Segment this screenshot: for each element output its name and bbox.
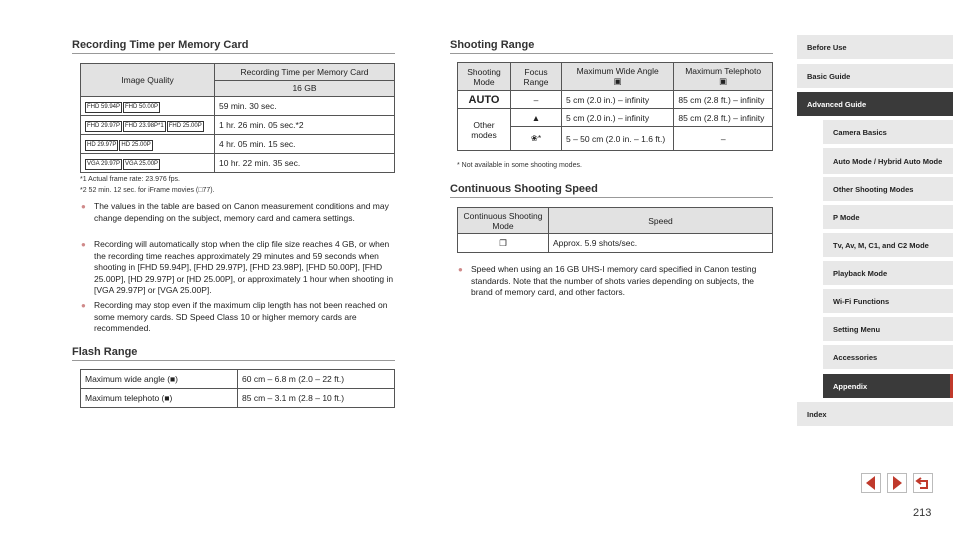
list-item: [458, 264, 771, 299]
sidebar-item-appendix[interactable]: Appendix: [823, 374, 953, 398]
header-recording-time: Recording Time per Memory Card: [215, 64, 395, 81]
bullet-icon: ●: [81, 301, 86, 310]
wide-value: 5 – 50 cm (2.0 in. – 1.6 ft.): [562, 127, 674, 151]
wide-value: 5 cm (2.0 in.) – infinity: [562, 109, 674, 127]
bullet-text: Recording may stop even if the maximum clip length has not been reached on some memory cards. SD Speed Class 10 or higher memory cards are recommended.: [94, 300, 388, 333]
flash-label: Maximum telephoto (■): [81, 389, 238, 408]
table-row: [81, 389, 395, 408]
table-row: [458, 234, 773, 253]
mode-icon: FHD 59.94P: [85, 102, 122, 113]
recording-value: 59 min. 30 sec.: [215, 97, 395, 116]
wide-icon: ▣: [613, 76, 622, 86]
bullet-icon: ●: [81, 240, 86, 249]
recording-table: [80, 63, 395, 173]
recording-value: 10 hr. 22 min. 35 sec.: [215, 154, 395, 173]
recording-value: 1 hr. 26 min. 05 sec.*2: [215, 116, 395, 135]
sidebar-item-setting-menu[interactable]: Setting Menu: [823, 317, 953, 341]
sidebar-item-index[interactable]: Index: [797, 402, 953, 426]
shooting-note: * Not available in some shooting modes.: [457, 162, 582, 169]
mode-icon: HD 25.00P: [119, 140, 152, 151]
bullet-icon: ●: [81, 202, 86, 211]
sidebar-item-basic-guide[interactable]: Basic Guide: [797, 64, 953, 88]
recording-value: 4 hr. 05 min. 15 sec.: [215, 135, 395, 154]
table-row: [81, 370, 395, 389]
table-row: [458, 91, 773, 109]
flash-title: Flash Range: [72, 346, 395, 361]
infinity-icon: ▲: [511, 109, 562, 127]
footnote-1: *1 Actual frame rate: 23.976 fps.: [80, 176, 181, 183]
mode-icon: HD 29.97P: [85, 140, 118, 151]
focus-range: –: [511, 91, 562, 109]
sidebar-item-tv-av-mode[interactable]: Tv, Av, M, C1, and C2 Mode: [823, 233, 953, 257]
sidebar-item-p-mode[interactable]: P Mode: [823, 205, 953, 229]
page-number: 213: [913, 507, 932, 519]
sidebar-item-wifi-functions[interactable]: Wi-Fi Functions: [823, 289, 953, 313]
header-continuous-mode: Continuous Shooting Mode: [458, 208, 549, 234]
tele-icon: ▣: [719, 76, 728, 86]
flash-label: Maximum wide angle (■): [81, 370, 238, 389]
tele-value: 85 cm (2.8 ft.) – infinity: [674, 109, 773, 127]
sidebar-item-accessories[interactable]: Accessories: [823, 345, 953, 369]
sidebar-item-playback-mode[interactable]: Playback Mode: [823, 261, 953, 285]
sidebar: [797, 0, 953, 537]
continuous-icon: ❐: [458, 234, 549, 253]
continuous-table: [457, 207, 773, 253]
table-row: [81, 135, 395, 154]
list-item: [81, 239, 394, 297]
sidebar-item-camera-basics[interactable]: Camera Basics: [823, 120, 953, 144]
speed-value: Approx. 5.9 shots/sec.: [549, 234, 773, 253]
header-card-size: 16 GB: [215, 80, 395, 97]
tele-value: –: [674, 127, 773, 151]
flash-value: 60 cm – 6.8 m (2.0 – 22 ft.): [238, 370, 395, 389]
footnote-2: *2 52 min. 12 sec. for iFrame movies (□77).: [80, 187, 215, 194]
header-focus-range: Focus Range: [511, 63, 562, 91]
flash-value: 85 cm – 3.1 m (2.8 – 10 ft.): [238, 389, 395, 408]
header-image-quality: Image Quality: [81, 64, 215, 97]
mode-icon: VGA 29.97P: [85, 159, 122, 170]
header-speed: Speed: [549, 208, 773, 234]
tele-value: 85 cm (2.8 ft.) – infinity: [674, 91, 773, 109]
mode-icon: FHD 29.97P: [85, 121, 122, 132]
bullet-icon: ●: [458, 265, 463, 274]
other-modes-label: Other modes: [458, 109, 511, 151]
bullet-text: Recording will automatically stop when the clip file size reaches 4 GB, or when the recording time reaches approximately 29 minutes and 59 seconds when shooting in [FHD 59.94P], [FHD 29.97P], [FHD 23.98P], [FHD 50.00P], [FHD 25.00P], [HD 29.97P] or [HD 25.00P], or approximately 1 hour when shooting in [VGA 29.97P] or [VGA 25.00P].: [94, 239, 394, 295]
sidebar-item-auto-mode[interactable]: Auto Mode / Hybrid Auto Mode: [823, 148, 953, 174]
sidebar-item-other-shooting-modes[interactable]: Other Shooting Modes: [823, 177, 953, 201]
list-item: [81, 300, 394, 335]
list-item: [81, 201, 394, 224]
table-row: [81, 154, 395, 173]
recording-title: Recording Time per Memory Card: [72, 39, 395, 54]
arrow-left-icon: [862, 474, 880, 492]
header-max-wide: Maximum Wide Angle ▣: [562, 63, 674, 91]
table-row: [81, 116, 395, 135]
table-row: [81, 97, 395, 116]
active-marker: [950, 374, 953, 398]
macro-icon: ❀*: [511, 127, 562, 151]
shooting-table: [457, 62, 773, 151]
shooting-title: Shooting Range: [450, 39, 773, 54]
back-button[interactable]: [913, 473, 933, 493]
mode-icon: FHD 50.00P: [123, 102, 160, 113]
auto-mode-icon: AUTO: [458, 91, 511, 109]
sidebar-item-before-use[interactable]: Before Use: [797, 35, 953, 59]
header-max-tele: Maximum Telephoto ▣: [674, 63, 773, 91]
mode-icon: FHD 25.00P: [167, 121, 204, 132]
next-page-button[interactable]: [887, 473, 907, 493]
return-icon: [914, 474, 932, 492]
continuous-title: Continuous Shooting Speed: [450, 183, 773, 198]
header-shooting-mode: Shooting Mode: [458, 63, 511, 91]
bullet-text: The values in the table are based on Canon measurement conditions and may change depending on the subject, memory card and camera settings.: [94, 201, 389, 223]
bullet-text: Speed when using an 16 GB UHS-I memory card specified in Canon testing standards. Note that the number of shots varies depending on subjects, the brand of memory card, and other factors.: [471, 264, 757, 297]
arrow-right-icon: [888, 474, 906, 492]
mode-icon: FHD 23.98P*1: [123, 121, 166, 132]
sidebar-item-advanced-guide[interactable]: Advanced Guide: [797, 92, 953, 116]
wide-value: 5 cm (2.0 in.) – infinity: [562, 91, 674, 109]
flash-table: [80, 369, 395, 408]
prev-page-button[interactable]: [861, 473, 881, 493]
table-row: [458, 109, 773, 127]
mode-icon: VGA 25.00P: [123, 159, 160, 170]
